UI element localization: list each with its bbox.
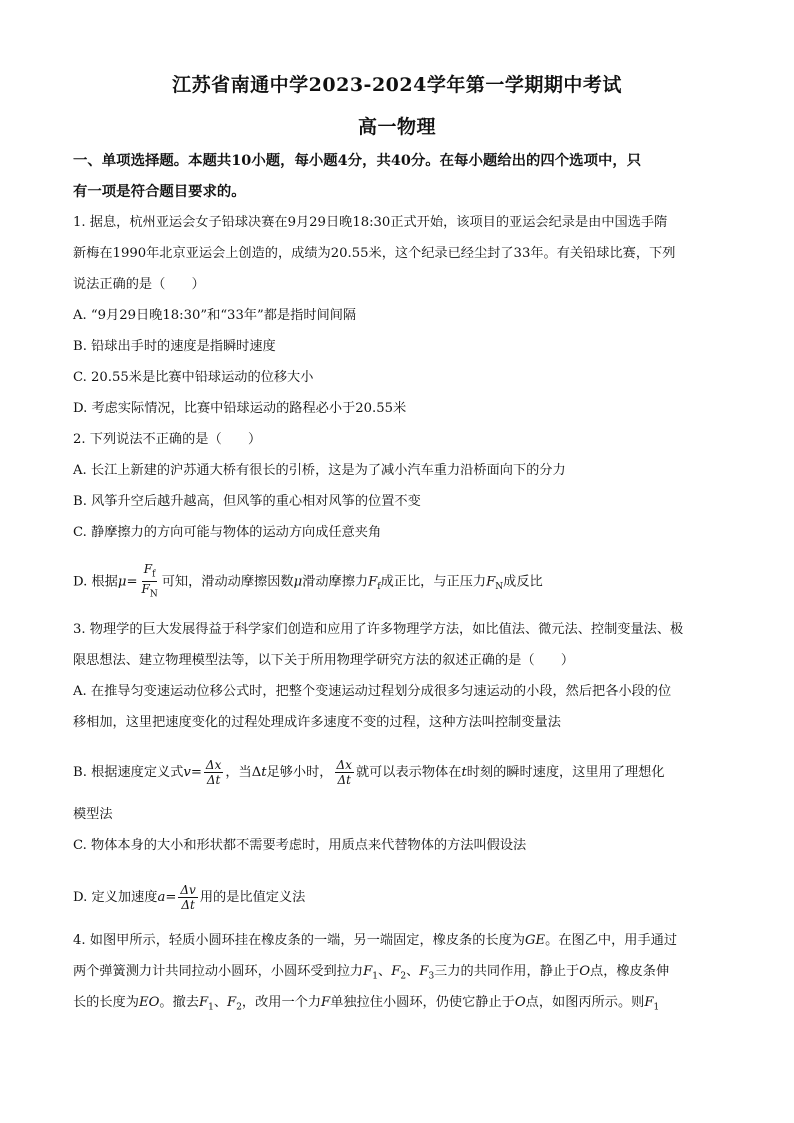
fraction-denominator: F [141, 582, 150, 597]
fraction-denominator: Δt [206, 773, 221, 787]
q3-stem-line-2: 限思想法、建立物理模型法等，以下关于所用物理学研究方法的叙述正确的是（ ） [73, 653, 575, 668]
q2-option-d [73, 562, 723, 602]
q4-text-2: 。在图乙中，用手通过 [545, 933, 678, 948]
q2-option-a: A. 长江上新建的沪苏通大桥有很长的引桥，这是为了减小汽车重力沿桥面向下的分力 [73, 463, 566, 478]
velocity-fraction-2 [335, 758, 354, 787]
q2-d-text-4: 成反比 [503, 574, 543, 590]
q3-d-text: 用的是比值定义法 [199, 890, 306, 905]
force-f1-symbol: F [644, 995, 654, 1010]
separator: 、 [213, 995, 228, 1010]
fraction-numerator: Δx [205, 758, 222, 772]
force-f3-symbol: F [419, 964, 429, 979]
q4-text-7: 。撤去 [159, 995, 199, 1010]
q4-text-1: 4. 如图甲所示，轻质小圆环挂在橡皮条的一端，另一端固定，橡皮条的长度为 [73, 933, 525, 948]
force-f1-subscript: 1 [208, 1002, 214, 1013]
equals-sign: = [126, 574, 138, 590]
q1-stem-line-3: 说法正确的是（ ） [73, 277, 205, 292]
fraction-numerator: F [143, 562, 153, 576]
force-f1-subscript: 1 [653, 1002, 660, 1013]
q3-b-text-1: ，当Δ [225, 765, 262, 780]
q1-option-a: A. “9月29日晚18:30”和“33年”都是指时间间隔 [73, 308, 357, 323]
friction-force-subscript: f [377, 582, 381, 593]
q4-stem-line-3 [73, 993, 723, 1018]
force-f2-subscript: 2 [236, 1002, 242, 1013]
q2-d-prefix: D. 根据 [73, 574, 118, 590]
q2-d-text-2: 滑动摩擦力 [302, 574, 369, 590]
q3-b-text-4: 时刻的瞬时速度，这里用了理想化 [466, 765, 665, 780]
fraction-numerator: Δv [180, 883, 196, 897]
q4-text-8: ，改用一个力 [241, 995, 322, 1010]
velocity-fraction [204, 758, 223, 787]
separator: 、 [406, 964, 420, 979]
q2-option-b: B. 风筝升空后越升越高，但风筝的重心相对风筝的位置不变 [73, 494, 421, 509]
equals-sign: = [190, 765, 202, 780]
q1-option-c: C. 20.55米是比赛中铅球运动的位移大小 [73, 370, 314, 385]
q1-stem-line-1: 1. 据息，杭州亚运会女子铅球决赛在9月29日晚18:30正式开始，该项目的亚运会纪录是由中国选手隋 [73, 215, 668, 230]
q3-b-text-2: 足够小时， [266, 765, 333, 780]
q1-option-d: D. 考虑实际情况，比赛中铅球运动的路程必小于20.55米 [73, 401, 407, 416]
exam-title: 江苏省南通中学2023-2024学年第一学期期中考试 [172, 74, 622, 96]
equals-sign: = [165, 890, 177, 905]
friction-force-symbol: F [368, 574, 378, 590]
q2-d-text-3: 成正比，与正压力 [380, 574, 487, 590]
q4-stem-line-2 [73, 962, 723, 987]
q4-text-3: 两个弹簧测力计共同拉动小圆环，小圆环受到拉力 [73, 964, 364, 979]
force-f2-symbol: F [391, 964, 401, 979]
force-f3-subscript: 3 [428, 971, 435, 982]
q3-option-a-line-1: A. 在推导匀变速运动位移公式时，把整个变速运动过程划分成很多匀速运动的小段，然后把各小段的位 [73, 684, 672, 699]
force-f-symbol: F [321, 995, 331, 1010]
velocity-symbol: v [183, 765, 191, 780]
force-f1-symbol: F [198, 995, 209, 1010]
section-heading-line-2: 有一项是符合题目要求的。 [73, 183, 246, 200]
force-f1-symbol: F [363, 964, 373, 979]
normal-force-subscript: N [495, 582, 504, 593]
acceleration-fraction [178, 883, 197, 912]
force-f2-subscript: 2 [400, 971, 407, 982]
point-o: O [514, 995, 526, 1010]
q2-d-text-1: 可知，滑动动摩擦因数 [161, 574, 294, 590]
q3-option-d [73, 883, 723, 912]
q1-option-b: B. 铅球出手时的速度是指瞬时速度 [73, 339, 276, 354]
denominator-subscript: N [149, 589, 158, 600]
fraction-denominator: Δt [337, 773, 351, 787]
q4-text-4: 三力的共同作用，静止于 [434, 964, 580, 979]
q4-text-6: 长的长度为 [73, 995, 139, 1010]
q4-text-5: 点，橡皮条伸 [590, 964, 670, 979]
normal-force-symbol: F [486, 574, 496, 590]
section-heading-line-1: 一、单项选择题。本题共10小题，每小题4分，共40分。在每小题给出的四个选项中，只 [73, 152, 642, 169]
q2-option-c: C. 静摩擦力的方向可能与物体的运动方向成任意夹角 [73, 525, 382, 540]
q2-stem: 2. 下列说法不正确的是（ ） [73, 432, 262, 447]
q3-option-b-line-2: 模型法 [73, 807, 113, 822]
force-f1-subscript: 1 [372, 971, 379, 982]
fraction-numerator: Δx [336, 758, 352, 772]
q4-stem-line-1 [73, 931, 723, 951]
q4-text-10: 点，如图丙所示。则 [525, 995, 645, 1010]
mu-symbol-2: μ [293, 574, 303, 590]
time-symbol: t [261, 765, 267, 780]
q1-stem-line-2: 新梅在1990年北京亚运会上创造的，成绩为20.55米，这个纪录已经尘封了33年。有关铅球比赛，下列 [73, 246, 676, 261]
q3-b-text-3: 就可以表示物体在 [355, 765, 462, 780]
q3-option-c: C. 物体本身的大小和形状都不需要考虑时，用质点来代替物体的方法叫假设法 [73, 838, 527, 853]
segment-eo: EO [138, 995, 160, 1010]
q3-option-b-line-1 [73, 758, 723, 787]
force-f2-symbol: F [227, 995, 237, 1010]
numerator-subscript: f [152, 569, 156, 580]
mu-symbol: μ [117, 574, 127, 590]
separator: 、 [378, 964, 392, 979]
q3-b-prefix: B. 根据速度定义式 [73, 765, 184, 780]
q4-text-9: 单独拉住小圆环，仍使它静止于 [330, 995, 515, 1010]
exam-subject: 高一物理 [357, 116, 436, 138]
acceleration-symbol: a [157, 890, 166, 905]
fraction-denominator: Δt [181, 898, 195, 912]
time-symbol-2: t [461, 765, 467, 780]
segment-ge: GE [524, 933, 546, 948]
q3-d-prefix: D. 定义加速度 [73, 890, 158, 905]
q3-option-a-line-2: 移相加，这里把速度变化的过程处理成许多速度不变的过程，这种方法叫控制变量法 [73, 715, 561, 730]
q3-stem-line-1: 3. 物理学的巨大发展得益于科学家们创造和应用了许多物理学方法，如比值法、微元法、控制变量法、极 [73, 622, 684, 637]
friction-fraction [140, 562, 160, 602]
point-o: O [579, 964, 591, 979]
